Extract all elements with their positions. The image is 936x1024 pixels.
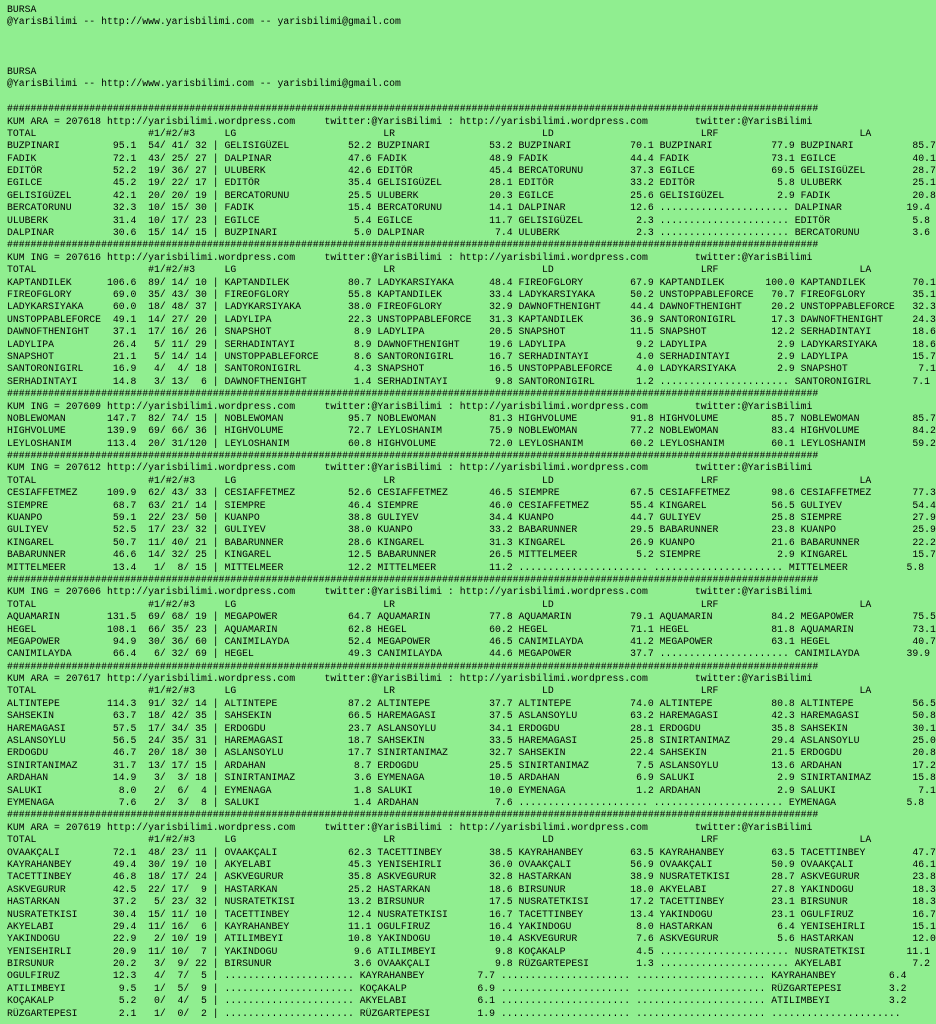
blank-line [7,41,936,53]
race-title: KUM ING = 207609 http://yarisbilimi.wordpress.com twitter:@YarisBilimi : http://yarisbilimi.wordpress.com twitter:@YarisBilimi [7,400,813,412]
race-row: BIRSUNUR 20.2 3/ 9/ 22 | BIRSUNUR 3.6 OVAAKÇALI 9.8 RÜZGARTEPESI 1.3 ...................... AKYELABI 7.2 [7,958,931,970]
race-row: OVAAKÇALI 72.1 48/ 23/ 11 | OVAAKÇALI 62.3 TACETTINBEY 38.5 KAYRAHANBEY 63.5 KAYRAHANBEY 63.5 TACETTINBEY 47.7 [7,846,936,858]
race-row: MEGAPOWER 94.9 30/ 36/ 60 | CANIMILAYDA 52.4 MEGAPOWER 46.5 CANIMILAYDA 41.2 MEGAPOWER 63.1 HEGEL 40.7 [7,635,936,647]
race-subheader: TOTAL #1/#2/#3 LG LR LD LRF LA [7,685,872,697]
race-row: KOÇAKALP 5.2 0/ 4/ 5 | ...................... AKYELABI 6.1 ...................... ...................... ATILIMBEYI 3.2 [7,995,907,1007]
race-subheader: TOTAL #1/#2/#3 LG LR LD LRF LA [7,264,872,276]
header-city-repeat: BURSA [7,65,37,77]
race-row: SIEMPRE 68.7 63/ 21/ 14 | SIEMPRE 46.4 SIEMPRE 46.0 CESIAFFETMEZ 55.4 KINGAREL 56.5 GULIYEV 54.4 [7,499,936,511]
race-row: CANIMILAYDA 66.4 6/ 32/ 69 | HEGEL 49.3 CANIMILAYDA 44.6 MEGAPOWER 37.7 ...................... CANIMILAYDA 39.9 [7,648,931,660]
race-row: NUSRATETKISI 30.4 15/ 11/ 10 | TACETTINBEY 12.4 NUSRATETKISI 16.7 TACETTINBEY 13.4 YAKINDOGU 23.1 OGULFIRUZ 16.7 [7,908,936,920]
blank-line [7,29,936,41]
race-row: KUANPO 59.1 22/ 23/ 50 | KUANPO 38.8 GULIYEV 34.4 KUANPO 44.7 GULIYEV 25.8 SIEMPRE 27.9 [7,512,936,524]
race-row: FADIK 72.1 43/ 25/ 27 | DALPINAR 47.6 FADIK 48.9 FADIK 44.4 FADIK 73.1 EGILCE 40.1 [7,152,936,164]
blank-line [7,91,936,103]
race-row: ALTINTEPE 114.3 91/ 32/ 14 | ALTINTEPE 87.2 ALTINTEPE 37.7 ALTINTEPE 74.0 ALTINTEPE 80.8 ALTINTEPE 56.5 [7,697,936,709]
race-row: YENISEHIRLI 20.9 11/ 10/ 7 | YAKINDOGU 9.6 ATILIMBEYI 9.8 KOÇAKALP 4.5 ...................... NUSRATETKISI 11.1 [7,945,931,957]
race-row: MITTELMEER 13.4 1/ 8/ 15 | MITTELMEER 12.2 MITTELMEER 11.2 ...................... ...................... MITTELMEER 5.8 [7,561,925,573]
race-row: KAYRAHANBEY 49.4 30/ 19/ 10 | AKYELABI 45.3 YENISEHIRLI 36.0 OVAAKÇALI 56.9 OVAAKÇALI 50.9 OVAAKÇALI 46.1 [7,858,936,870]
race-row: ATILIMBEYI 9.5 1/ 5/ 9 | ...................... KOÇAKALP 6.9 ...................... ...................... RÜZGARTEPESI 3.2 [7,982,907,994]
race-title: KUM ING = 207612 http://yarisbilimi.wordpress.com twitter:@YarisBilimi : http://yarisbilimi.wordpress.com twitter:@YarisBilimi [7,462,813,474]
race-row: UNSTOPPABLEFORCE 49.1 14/ 27/ 20 | LADYLIPA 22.3 UNSTOPPABLEFORCE 31.3 KAPTANDILEK 36.9 SANTORONIGIRL 17.3 DAWNOFTHENIGHT 24.3 [7,313,936,325]
race-row: LADYLIPA 26.4 5/ 11/ 29 | SERHADINTAYI 8.9 DAWNOFTHENIGHT 19.6 LADYLIPA 9.2 LADYLIPA 2.9 LADYKARSIYAKA 18.6 [7,338,936,350]
race-row: ULUBERK 31.4 10/ 17/ 23 | EGILCE 5.4 EGILCE 11.7 GELISIGÜZEL 2.3 ...................... EDITÖR 5.8 [7,214,931,226]
race-row: HEGEL 108.1 66/ 35/ 23 | AQUAMARIN 62.8 HEGEL 60.2 HEGEL 71.1 HEGEL 81.8 AQUAMARIN 73.1 [7,623,936,635]
race-row: DAWNOFTHENIGHT 37.1 17/ 16/ 26 | SNAPSHOT 8.9 LADYLIPA 20.5 SNAPSHOT 11.5 SNAPSHOT 12.2 SERHADINTAYI 18.6 [7,326,936,338]
race-row: ERDOGDU 46.7 20/ 18/ 30 | ASLANSOYLU 17.7 SINIRTANIMAZ 32.7 SAHSEKIN 22.4 SAHSEKIN 21.5 ERDOGDU 20.8 [7,747,936,759]
race-row: SERHADINTAYI 14.8 3/ 13/ 6 | DAWNOFTHENIGHT 1.4 SERHADINTAYI 9.8 SANTORONIGIRL 1.2 ...................... SANTORONIGIRL 7.1 [7,375,931,387]
race-row: KINGAREL 50.7 11/ 40/ 21 | BABARUNNER 28.6 KINGAREL 31.3 KINGAREL 26.9 KUANPO 21.6 BABARUNNER 22.2 [7,536,936,548]
race-row: BERCATORUNU 32.3 10/ 15/ 30 | FADIK 15.4 BERCATORUNU 14.1 DALPINAR 12.6 ...................... DALPINAR 19.4 [7,202,931,214]
race-row: SAHSEKIN 63.7 18/ 42/ 35 | SAHSEKIN 66.5 HAREMAGASI 37.5 ASLANSOYLU 63.2 HAREMAGASI 42.3 HAREMAGASI 50.8 [7,710,936,722]
header-contact: @YarisBilimi -- http://www.yarisbilimi.com -- yarisbilimi@gmail.com [7,16,401,28]
separator-line: ########################################################################################################################################## [7,660,819,672]
separator-line: ########################################################################################################################################## [7,573,819,585]
race-row: SNAPSHOT 21.1 5/ 14/ 14 | UNSTOPPABLEFORCE 8.6 SANTORONIGIRL 16.7 SERHADINTAYI 4.0 SERHADINTAYI 2.9 LADYLIPA 15.7 [7,350,936,362]
race-title: KUM ARA = 207617 http://yarisbilimi.wordpress.com twitter:@YarisBilimi : http://yarisbilimi.wordpress.com twitter:@YarisBilimi [7,673,813,685]
race-subheader: TOTAL #1/#2/#3 LG LR LD LRF LA [7,127,872,139]
race-row: TACETTINBEY 46.8 18/ 17/ 24 | ASKVEGURUR 35.8 ASKVEGURUR 32.8 HASTARKAN 38.9 NUSRATETKISI 28.7 ASKVEGURUR 23.8 [7,871,936,883]
race-row: KAPTANDILEK 106.6 89/ 14/ 10 | KAPTANDILEK 80.7 LADYKARSIYAKA 48.4 FIREOFGLORY 67.9 KAPTANDILEK 100.0 KAPTANDILEK 70.1 [7,276,936,288]
race-row: ASKVEGURUR 42.5 22/ 17/ 9 | HASTARKAN 25.2 HASTARKAN 18.6 BIRSUNUR 18.0 AKYELABI 27.8 YAKINDOGU 18.3 [7,883,936,895]
separator-line: ########################################################################################################################################## [7,239,819,251]
race-subheader: TOTAL #1/#2/#3 LG LR LD LRF LA [7,598,872,610]
race-row: EGILCE 45.2 19/ 22/ 17 | EDITÖR 35.4 GELISIGÜZEL 28.1 EDITÖR 33.2 EDITÖR 5.8 ULUBERK 25.1 [7,177,936,189]
race-row: LADYKARSIYAKA 60.0 18/ 48/ 37 | LADYKARSIYAKA 38.0 FIREOFGLORY 32.9 DAWNOFTHENIGHT 44.4 DAWNOFTHENIGHT 20.2 UNSTOPPABLEFORCE 32.3 [7,301,936,313]
separator-line: ########################################################################################################################################## [7,388,819,400]
race-title: KUM ARA = 207618 http://yarisbilimi.wordpress.com twitter:@YarisBilimi : http://yarisbilimi.wordpress.com twitter:@YarisBilimi [7,115,813,127]
race-row: SANTORONIGIRL 16.9 4/ 4/ 18 | SANTORONIGIRL 4.3 SNAPSHOT 16.5 UNSTOPPABLEFORCE 4.0 LADYKARSIYAKA 2.9 SNAPSHOT 7.1 [7,363,936,375]
race-subheader: TOTAL #1/#2/#3 LG LR LD LRF LA [7,474,872,486]
race-row: SALUKI 8.0 2/ 6/ 4 | EYMENAGA 1.8 SALUKI 10.0 EYMENAGA 1.2 ARDAHAN 2.9 SALUKI 7.1 [7,784,936,796]
separator-line: ########################################################################################################################################## [7,103,819,115]
separator-line: ########################################################################################################################################## [7,450,819,462]
race-row: HIGHVOLUME 139.9 69/ 66/ 36 | HIGHVOLUME 72.7 LEYLOSHANIM 75.9 NOBLEWOMAN 77.2 NOBLEWOMAN 83.4 HIGHVOLUME 84.2 [7,425,936,437]
race-row: AQUAMARIN 131.5 69/ 68/ 19 | MEGAPOWER 64.7 AQUAMARIN 77.8 AQUAMARIN 79.1 AQUAMARIN 84.2 MEGAPOWER 75.5 [7,611,936,623]
race-row: HASTARKAN 37.2 5/ 23/ 32 | NUSRATETKISI 13.2 BIRSUNUR 17.5 NUSRATETKISI 17.2 TACETTINBEY 23.1 BIRSUNUR 18.3 [7,896,936,908]
race-row: OGULFIRUZ 12.3 4/ 7/ 5 | ...................... KAYRAHANBEY 7.7 ...................... ...................... KAYRAHANBEY 6.4 [7,970,907,982]
race-row: YAKINDOGU 22.9 2/ 10/ 19 | ATILIMBEYI 10.8 YAKINDOGU 10.4 ASKVEGURUR 7.6 ASKVEGURUR 5.6 HASTARKAN 12.0 [7,933,936,945]
race-row: DALPINAR 30.6 15/ 14/ 15 | BUZPINARI 5.0 DALPINAR 7.4 ULUBERK 2.3 ...................... BERCATORUNU 3.6 [7,227,931,239]
separator-line: ########################################################################################################################################## [7,809,819,821]
race-row: GELISIGÜZEL 42.1 20/ 20/ 19 | BERCATORUNU 25.5 ULUBERK 20.3 EGILCE 25.6 GELISIGÜZEL 2.9 FADIK 20.8 [7,189,936,201]
race-row: ASLANSOYLU 56.5 24/ 35/ 31 | HAREMAGASI 18.7 SAHSEKIN 33.5 HAREMAGASI 25.8 SINIRTANIMAZ 29.4 ASLANSOYLU 25.0 [7,735,936,747]
header-contact-repeat: @YarisBilimi -- http://www.yarisbilimi.com -- yarisbilimi@gmail.com [7,78,401,90]
race-row: ARDAHAN 14.9 3/ 3/ 18 | SINIRTANIMAZ 3.6 EYMENAGA 10.5 ARDAHAN 6.9 SALUKI 2.9 SINIRTANIMAZ 15.8 [7,772,936,784]
race-row: CESIAFFETMEZ 109.9 62/ 43/ 33 | CESIAFFETMEZ 52.6 CESIAFFETMEZ 46.5 SIEMPRE 67.5 CESIAFFETMEZ 98.6 CESIAFFETMEZ 77.3 [7,487,936,499]
header-city: BURSA [7,4,37,15]
blank-line [7,54,936,66]
race-list [7,103,936,1020]
race-row: GULIYEV 52.5 17/ 23/ 32 | GULIYEV 38.0 KUANPO 33.2 BABARUNNER 29.5 BABARUNNER 23.8 KUANPO 25.9 [7,524,936,536]
race-row: EYMENAGA 7.6 2/ 3/ 8 | SALUKI 1.4 ARDAHAN 7.6 ...................... ...................... EYMENAGA 5.8 [7,797,925,808]
race-row: AKYELABI 29.4 11/ 16/ 6 | KAYRAHANBEY 11.1 OGULFIRUZ 16.4 YAKINDOGU 8.0 HASTARKAN 6.4 YENISEHIRLI 15.1 [7,920,936,932]
race-row: LEYLOSHANIM 113.4 20/ 31/120 | LEYLOSHANIM 60.8 HIGHVOLUME 72.0 LEYLOSHANIM 60.2 LEYLOSHANIM 60.1 LEYLOSHANIM 59.2 [7,437,936,449]
race-row: RÜZGARTEPESI 2.1 1/ 0/ 2 | ...................... RÜZGARTEPESI 1.9 ...................... ...................... ...................... [7,1007,901,1019]
race-row: BABARUNNER 46.6 14/ 32/ 25 | KINGAREL 12.5 BABARUNNER 26.5 MITTELMEER 5.2 SIEMPRE 2.9 KINGAREL 15.7 [7,549,936,561]
race-title: KUM ING = 207616 http://yarisbilimi.wordpress.com twitter:@YarisBilimi : http://yarisbilimi.wordpress.com twitter:@YarisBilimi [7,251,813,263]
race-title: KUM ING = 207606 http://yarisbilimi.wordpress.com twitter:@YarisBilimi : http://yarisbilimi.wordpress.com twitter:@YarisBilimi [7,586,813,598]
race-subheader: TOTAL #1/#2/#3 LG LR LD LRF LA [7,834,872,846]
race-row: BUZPINARI 95.1 54/ 41/ 32 | GELISIGÜZEL 52.2 BUZPINARI 53.2 BUZPINARI 70.1 BUZPINARI 77.9 BUZPINARI 85.7 [7,140,936,152]
race-title: KUM ARA = 207619 http://yarisbilimi.wordpress.com twitter:@YarisBilimi : http://yarisbilimi.wordpress.com twitter:@YarisBilimi [7,821,813,833]
race-row: HAREMAGASI 57.5 17/ 34/ 35 | ERDOGDU 23.7 ASLANSOYLU 34.1 ERDOGDU 28.1 ERDOGDU 35.8 SAHSEKIN 30.1 [7,722,936,734]
race-row: FIREOFGLORY 69.0 35/ 43/ 30 | FIREOFGLORY 55.8 KAPTANDILEK 33.4 LADYKARSIYAKA 50.2 UNSTOPPABLEFORCE 70.7 FIREOFGLORY 35.1 [7,288,936,300]
race-row: SINIRTANIMAZ 31.7 13/ 17/ 15 | ARDAHAN 8.7 ERDOGDU 25.5 SINIRTANIMAZ 7.5 ASLANSOYLU 13.6 ARDAHAN 17.2 [7,759,936,771]
race-row: EDITÖR 52.2 19/ 36/ 27 | ULUBERK 42.6 EDITÖR 45.4 BERCATORUNU 37.3 EGILCE 69.5 GELISIGÜZEL 28.7 [7,165,936,177]
race-row: NOBLEWOMAN 147.7 82/ 74/ 15 | NOBLEWOMAN 95.7 NOBLEWOMAN 81.3 HIGHVOLUME 91.8 HIGHVOLUME 85.7 NOBLEWOMAN 85.7 [7,412,936,424]
